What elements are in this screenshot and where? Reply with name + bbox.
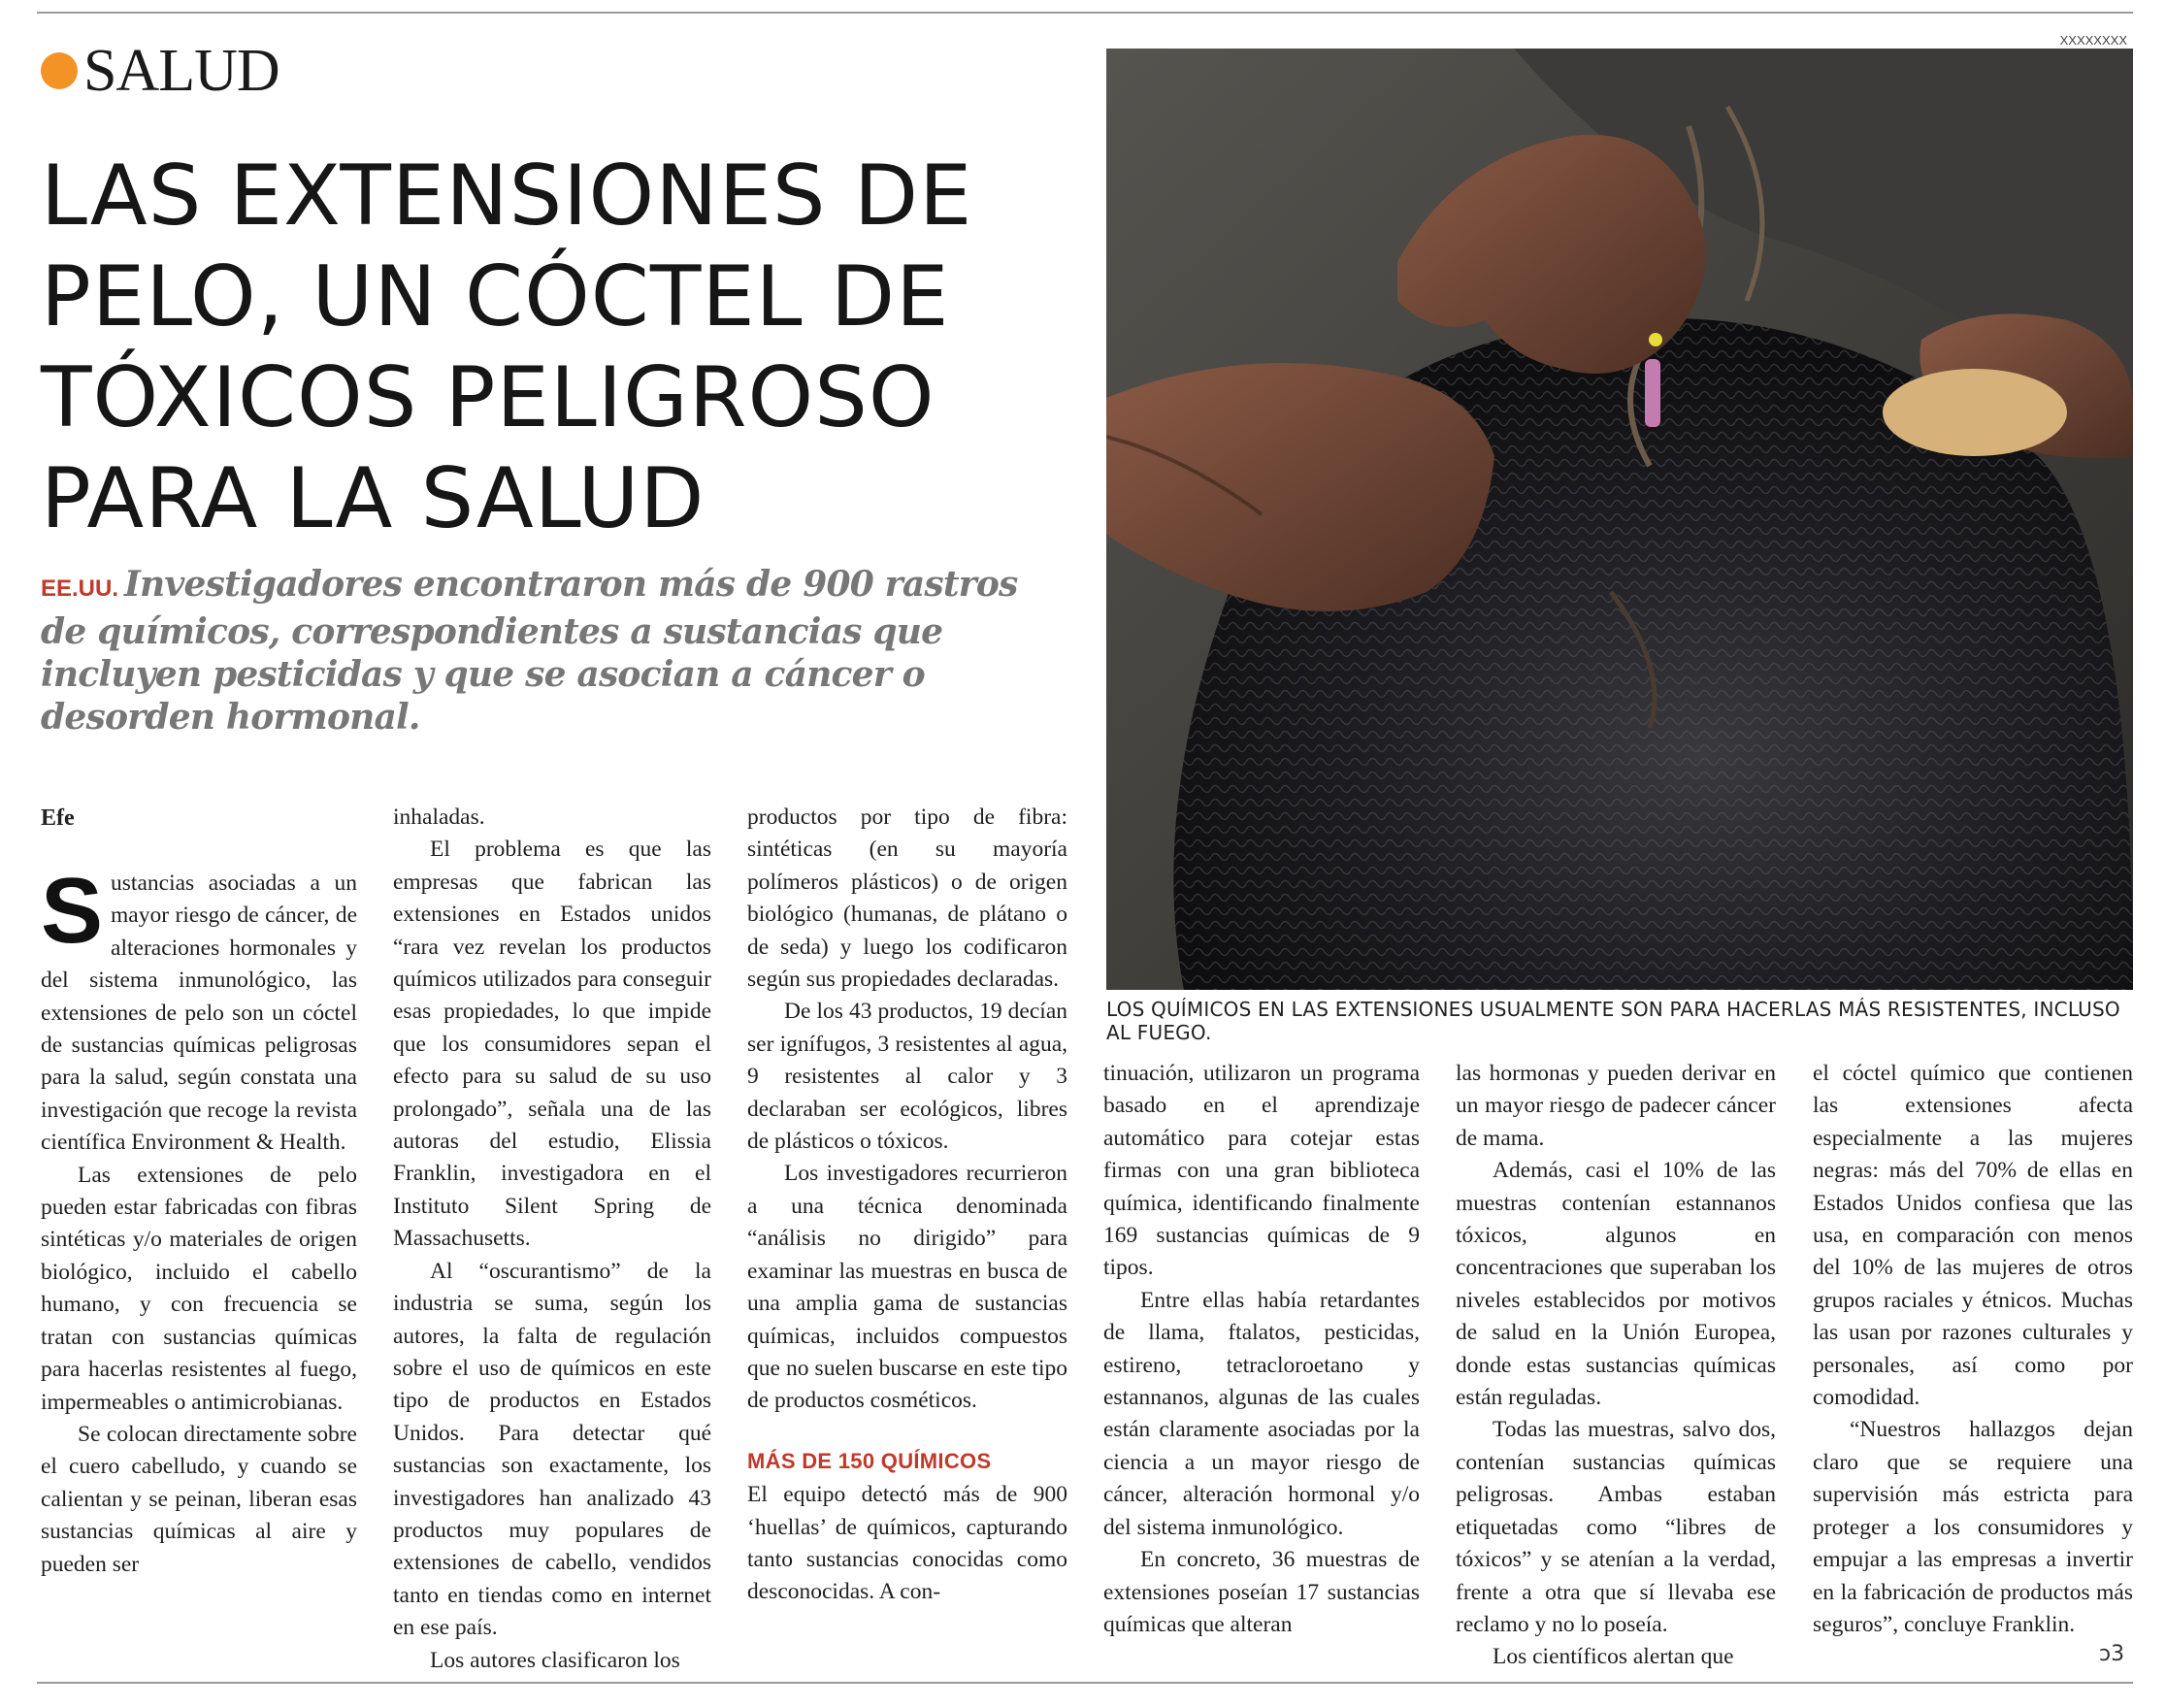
photo-hair-extensions xyxy=(1106,49,2133,990)
paragraph: Los autores clasificaron los xyxy=(430,1647,680,1673)
end-mark-icon: ↄ3 xyxy=(2099,1642,2125,1666)
section-tag xyxy=(41,38,279,104)
paragraph: tinuación, utilizaron un programa basado en el aprendizaje automático para cotejar estas firmas con una gran biblioteca química, identificando finalmente 169 sustancias químicas de 9 tipos. xyxy=(1103,1061,1420,1281)
top-rule xyxy=(37,12,2133,14)
dek-location: EE.UU. xyxy=(41,575,119,602)
byline: Efe xyxy=(41,805,75,831)
paragraph: las hormonas y pueden derivar en un mayor riesgo de padecer cáncer de mama. xyxy=(1456,1061,1776,1151)
paragraph: Todas las muestras, salvo dos, contenían sustancias químicas peligrosas. Ambas estaban etiquetadas como “libres de tóxicos” y se atenían a la verdad, frente a otra que sí llevaba ese reclamo y no lo poseía. xyxy=(1456,1417,1776,1637)
subhead: MÁS DE 150 QUÍMICOS xyxy=(747,1448,992,1473)
paragraph: En concreto, 36 muestras de extensiones poseían 17 sustancias químicas que alteran xyxy=(1103,1547,1420,1637)
paragraph: Además, casi el 10% de las muestras contenían estannanos tóxicos, algunos en concentraciones que superaban los niveles establecidos por motivos de salud en la Unión Europea, donde estas sustancias químicas están reguladas. xyxy=(1456,1158,1776,1411)
article-column-6 xyxy=(1813,1058,2133,1641)
photo-caption: LOS QUÍMICOS EN LAS EXTENSIONES USUALMENTE SON PARA HACERLAS MÁS RESISTENTES, INCLUSO AL FUEGO. xyxy=(1106,998,2120,1044)
dek-text: Investigadores encontraron más de 900 rastros de químicos, correspondientes a sustancias que incluyen pesticidas y que se asocian a cáncer o desorden hormonal. xyxy=(41,564,1018,738)
article-column-3 xyxy=(747,802,1067,1609)
paragraph: Entre ellas había retardantes de llama, ftalatos, pesticidas, estireno, tetracloroetano y estannanos, algunas de las cuales están claramente asociadas por la ciencia a un mayor riesgo de cáncer, alteración hormonal y/o del sistema inmunológico. xyxy=(1103,1287,1420,1540)
paragraph: inhaladas. xyxy=(393,805,485,830)
paragraph: Los investigadores recurrieron a una técnica denominada “análisis no dirigido” para examinar las muestras en busca de una amplia gama de sustancias químicas, incluidos compuestos que no suelen buscarse en este tipo de productos cosméticos. xyxy=(747,1161,1067,1414)
headline-line: PARA LA SALUD xyxy=(41,450,706,547)
paragraph: De los 43 productos, 19 decían ser ignífugos, 3 resistentes al agua, 9 resistentes al calor y 3 declaraban ser ecológicos, libres de plásticos o tóxicos. xyxy=(747,999,1067,1155)
photo-code: XXXXXXXX xyxy=(2059,33,2127,48)
paragraph: El equipo detectó más de 900 ‘huellas’ de químicos, capturando tanto sustancias conocidas como desconocidas. A con- xyxy=(747,1482,1067,1605)
article-column-5 xyxy=(1456,1058,1776,1674)
paragraph: ustancias asociadas a un mayor riesgo de cáncer, de alteraciones hormonales y del sistema inmunológico, las extensiones de pelo son un cóctel de sustancias químicas peligrosas para la salud, según constata una investigación que recoge la revista científica Environment & Health. xyxy=(41,870,357,1156)
headline xyxy=(41,146,1089,549)
headline-line: LAS EXTENSIONES DE xyxy=(41,148,973,245)
paragraph: Las extensiones de pelo pueden estar fabricadas con fibras sintéticas y/o materiales de origen biológico, incluido el cabello humano, y con frecuencia se tratan con sustancias químicas para hacerlas resistentes al fuego, impermeables o antimicrobianas. xyxy=(41,1162,357,1415)
bottom-rule xyxy=(37,1682,2133,1684)
headline-line: PELO, UN CÓCTEL DE xyxy=(41,248,950,345)
paragraph: Al “oscurantismo” de la industria se suma, según los autores, la falta de regulación sobre el uso de químicos en este tipo de productos en Estados Unidos. Para detectar qué sustancias son exactamente, los investigadores han analizado 43 productos muy populares de extensiones de cabello, vendidos tanto en tiendas como en internet en ese país. xyxy=(393,1258,711,1641)
paragraph: El problema es que las empresas que fabrican las extensiones en Estados unidos “rara vez revelan los productos químicos utilizados para conseguir esas propiedades, lo que impide que los consumidores sepan el efecto para su salud de su uso prolongado”, señala una de las autoras del estudio, Elissia Franklin, investigadora en el Instituto Silent Spring de Massachusetts. xyxy=(393,837,711,1252)
article-column-4 xyxy=(1103,1058,1420,1641)
headline-line: TÓXICOS PELIGROSO xyxy=(41,349,935,446)
dek xyxy=(41,563,1069,739)
article-photo xyxy=(1106,49,2133,990)
section-label: SALUD xyxy=(83,38,279,104)
paragraph: Se colocan directamente sobre el cuero cabelludo, y cuando se calientan y se peinan, liberan esas sustancias químicas al aire y pueden ser xyxy=(41,1421,357,1577)
paragraph: productos por tipo de fibra: sintéticas (en su mayoría polímeros plásticos) o de origen biológico (humanas, de plátano o de seda) y luego los codificaron según sus propiedades declaradas. xyxy=(747,805,1067,993)
article-column-2 xyxy=(393,802,711,1677)
paragraph: Los científicos alertan que xyxy=(1493,1644,1734,1670)
paragraph: “Nuestros hallazgos dejan claro que se requiere una supervisión más estricta para proteger a los consumidores y empujar a las empresas a invertir en la fabricación de productos más seguros”, concluye Franklin. xyxy=(1813,1417,2133,1637)
article-column-1 xyxy=(41,859,357,1581)
section-dot-icon xyxy=(41,52,78,89)
paragraph: el cóctel químico que contienen las extensiones afecta especialmente a las mujeres negras: más del 70% de ellas en Estados Unidos confiesa que las usa, en comparación con menos del 10% de las mujeres de otros grupos raciales y étnicos. Muchas las usan por razones culturales y personales, así como por comodidad. xyxy=(1813,1061,2133,1411)
drop-cap: S xyxy=(41,859,104,963)
